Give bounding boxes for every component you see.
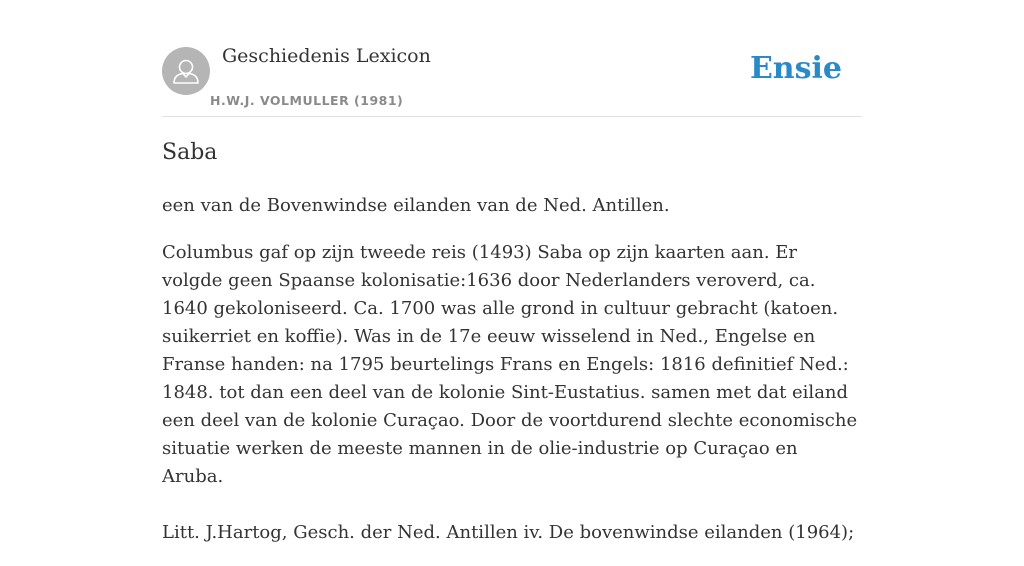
- entry-title: Saba: [162, 140, 218, 165]
- author-avatar[interactable]: [162, 47, 210, 95]
- source-title-link[interactable]: Geschiedenis Lexicon: [222, 45, 431, 67]
- entry-paragraph: Litt. J.Hartog, Gesch. der Ned. Antillen iv. De bovenwindse eilanden (1964);: [162, 522, 855, 543]
- entry-content: [162, 192, 862, 566]
- entry-paragraph: een van de Bovenwindse eilanden van de Ned. Antillen.: [162, 195, 670, 216]
- entry-paragraph: Columbus gaf op zijn tweede reis (1493) Saba op zijn kaarten aan. Er volgde geen Spaanse kolonisatie:1636 door Nederlanders veroverd, ca. 1640 gekoloniseerd. Ca. 1700 was alle grond in cultuur gebracht (katoen. suikerriet en koffie). Was in de 17e eeuw wisselend in Ned., Engelse en Franse handen: na 1795 beurtelings Frans en Engels: 1816 definitief Ned.: 1848. tot dan een deel van de kolonie Sint-Eustatius. samen met dat eiland een deel van de kolonie Curaçao. Door de voortdurend slechte economische situatie werken de meeste mannen in de olie-industrie op Curaçao en Aruba.: [162, 242, 858, 487]
- user-silhouette-icon: [162, 47, 210, 95]
- page: [162, 0, 862, 543]
- header: [162, 0, 862, 117]
- brand-logo[interactable]: Ensie: [749, 51, 842, 86]
- author-name: H.W.J. VOLMULLER (1981): [210, 93, 404, 108]
